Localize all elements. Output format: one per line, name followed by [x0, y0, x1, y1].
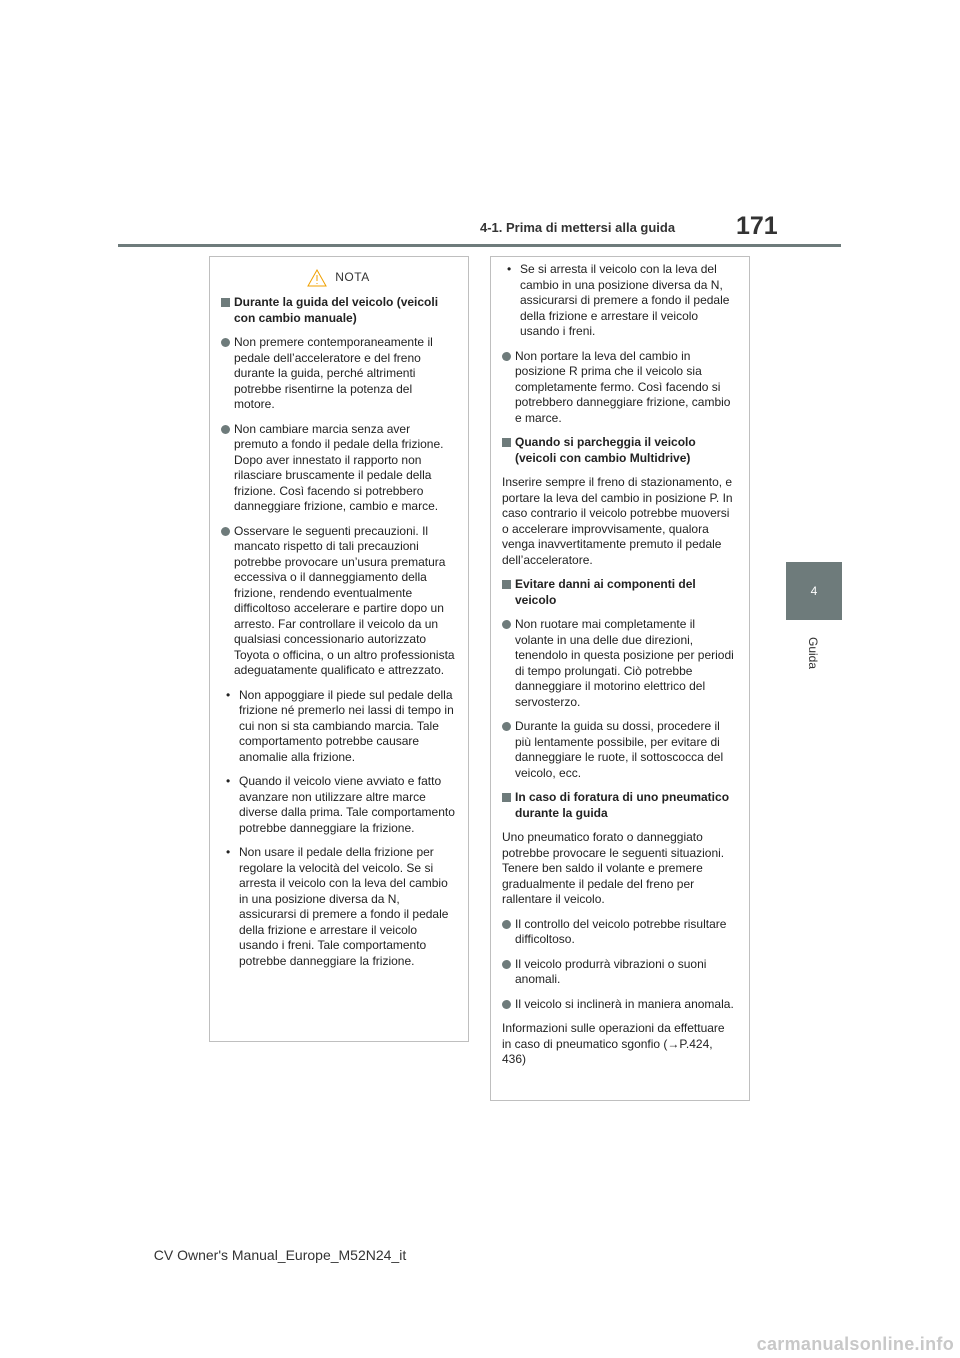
footer-manual-id: CV Owner's Manual_Europe_M52N24_it	[153, 1247, 407, 1263]
nota-box	[209, 256, 469, 1042]
right-para-puncture: Uno pneumatico forato o danneggiato potrebbe provocare le seguenti situazioni. Tenere ben saldo il volante e premere gradualmente il pedale del freno per rallentare il veicolo.	[502, 830, 725, 906]
page-number: 171	[736, 212, 778, 240]
chapter-label-text: Guida	[806, 636, 820, 670]
right-dot-6: Il veicolo si inclinerà in maniera anomala.	[502, 997, 737, 1013]
right-dot-1: Non portare la leva del cambio in posizione R prima che il veicolo sia completamente fermo. Così facendo si potrebbero danneggiare frizione, cambio e marce.	[502, 349, 737, 427]
nota-box-continued	[490, 256, 750, 1101]
right-dot-5: Il veicolo produrrà vibrazioni o suoni anomali.	[502, 957, 737, 988]
right-dot-2: Non ruotare mai completamente il volante in una delle due direzioni, tenendolo in questa posizione per periodi di tempo prolungati. Ciò potrebbe danneggiare il motorino elettrico del servosterzo.	[502, 617, 737, 710]
left-bullet-3: • Non usare il pedale della frizione per regolare la velocità del veicolo. Se si arresta il veicolo con la leva del cambio in una posizione diversa da N, assicurarsi di premere a fondo il pedale della frizione e arrestare il veicolo usando i freni. Tale comportamento potrebbe danneggiare la frizione.	[221, 845, 456, 969]
watermark: carmanualsonline.info	[756, 1334, 954, 1354]
nota-title: NOTA	[335, 270, 370, 285]
right-para-parking: Inserire sempre il freno di stazionamento, e portare la leva del cambio in posizione P. In caso contrario il veicolo potrebbe muoversi o accelerare improvvisamente, qualora venga inavvertitamente premuto il pedale dell’acceleratore.	[502, 475, 733, 567]
left-bullet-2: • Quando il veicolo viene avviato e fatto avanzare non utilizzare altre marce diverse dalla prima. Tale comportamento potrebbe danneggiare la frizione.	[221, 774, 456, 836]
right-dot-4: Il controllo del veicolo potrebbe risultare difficoltoso.	[502, 917, 737, 948]
section-title: 4-1. Prima di mettersi alla guida	[480, 220, 676, 235]
left-dot-1: Non premere contemporaneamente il pedale dell’acceleratore e del freno durante la guida, perché altrimenti potrebbe risentirne la potenza del motore.	[221, 335, 456, 413]
chapter-tab[interactable]	[786, 562, 842, 620]
left-dot-3: Osservare le seguenti precauzioni. Il mancato rispetto di tali precauzioni potrebbe provocare un’usura prematura eccessiva o il danneggiamento della frizione, rendendo eventualmente difficoltoso accelerare e partire dopo un arresto. Far controllare il veicolo da un qualsiasi concessionario autorizzato Toyota o officina, o un altro professionista adeguatamente qualificato e attrezzato.	[221, 524, 456, 679]
nota-header	[221, 263, 456, 293]
left-bullet-1: • Non appoggiare il piede sul pedale della frizione né premerlo nei lassi di tempo in cui non si sta cambiando marcia. Tale comportamento potrebbe causare anomalie alla frizione.	[221, 688, 456, 766]
right-bullet-1: • Se si arresta il veicolo con la leva del cambio in una posizione diversa da N, assicurarsi di premere a fondo il pedale della frizione e arrestare il veicolo usando i freni.	[502, 262, 737, 340]
chapter-label	[785, 628, 841, 678]
right-dot-3: Durante la guida su dossi, procedere il più lentamente possibile, per evitare di danneggiare le ruote, il sottoscocca del veicolo, ecc.	[502, 719, 737, 781]
right-para-flat-tire: Informazioni sulle operazioni da effettuare in caso di pneumatico sgonfio (→P.424, 436)	[502, 1021, 725, 1066]
warning-triangle-icon	[307, 269, 327, 287]
chapter-number: 4	[810, 584, 818, 598]
right-heading-damage: Evitare danni ai componenti del veicolo	[502, 577, 737, 608]
right-heading-puncture: In caso di foratura di uno pneumatico durante la guida	[502, 790, 737, 821]
left-heading-manual: Durante la guida del veicolo (veicoli con cambio manuale)	[221, 295, 456, 326]
header-rule	[118, 244, 841, 247]
left-dot-2: Non cambiare marcia senza aver premuto a fondo il pedale della frizione. Dopo aver innestato il rapporto non rilasciare bruscamente il pedale della frizione. Così facendo si potrebbero danneggiare frizione, cambio e marce.	[221, 422, 456, 515]
right-heading-parking: Quando si parcheggia il veicolo (veicoli con cambio Multidrive)	[502, 435, 737, 466]
